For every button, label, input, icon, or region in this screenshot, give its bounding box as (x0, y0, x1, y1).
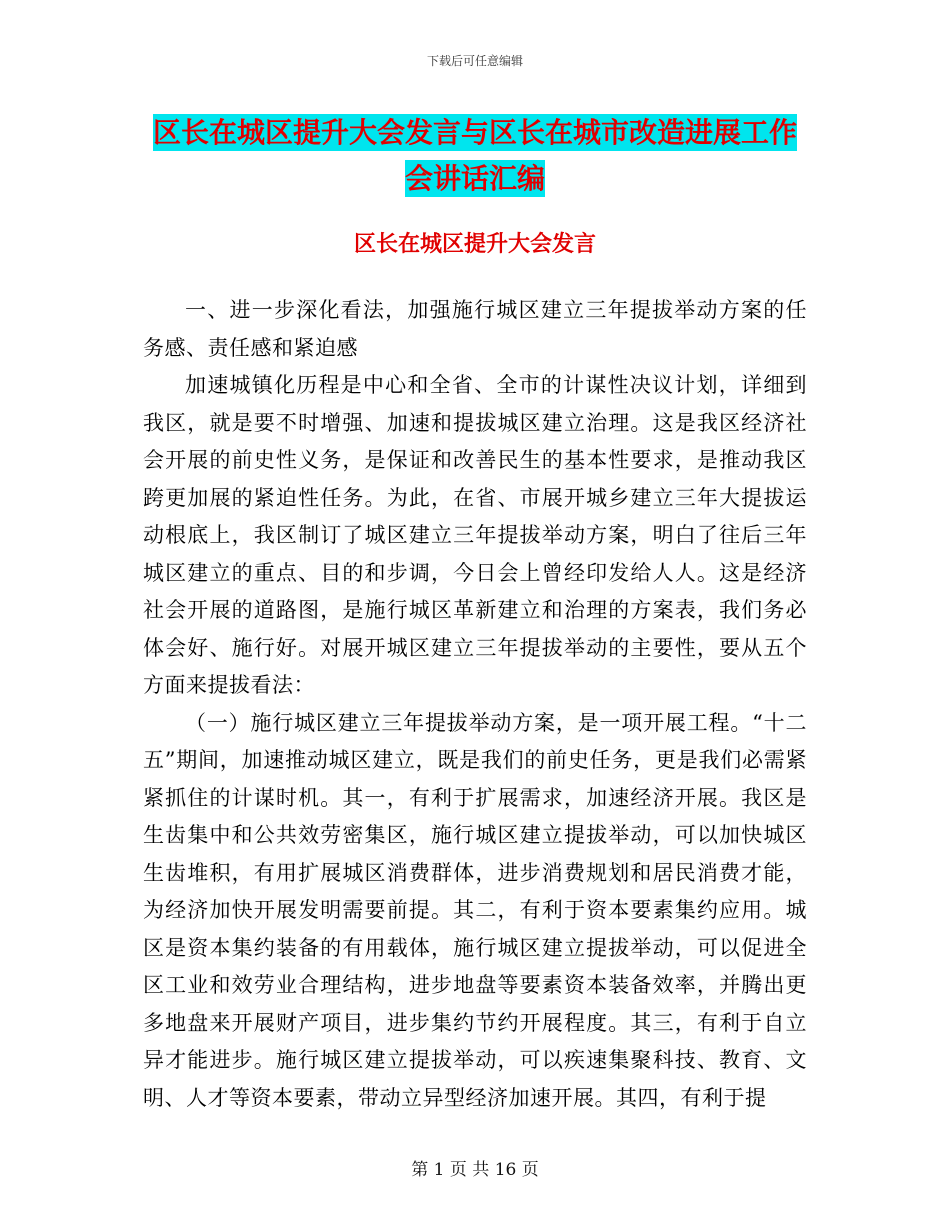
document-title-line-2: 会讲话汇编 (404, 162, 545, 195)
document-title (143, 110, 807, 202)
paragraph: 加速城镇化历程是中心和全省、全市的计谋性决议计划，详细到我区，就是要不时增强、加速和提拔城区建立治理。这是我区经济社会开展的前史性义务，是保证和改善民生的基本性要求，是推动我区跨更加展的紧迫性任务。为此，在省、市展开城乡建立三年大提拔运动根底上，我区制订了城区建立三年提拔举动方案，明白了往后三年城区建立的重点、目的和步调，今日会上曾经印发给人人。这是经济社会开展的道路图，是施行城区革新建立和治理的方案表，我们务必体会好、施行好。对展开城区建立三年提拔举动的主要性，要从五个方面来提拔看法： (143, 373, 807, 697)
paragraph: （一）施行城区建立三年提拔举动方案，是一项开展工程。“十二五”期间，加速推动城区建立，既是我们的前史任务，更是我们必需紧紧抓住的计谋时机。其一，有利于扩展需求，加速经济开展。我区是生齿集中和公共效劳密集区，施行城区建立提拔举动，可以加快城区生齿堆积，有用扩展城区消费群体，进步消费规划和居民消费才能，为经济加快开展发明需要前提。其二，有利于资本要素集约应用。城区是资本集约装备的有用载体，施行城区建立提拔举动，可以促进全区工业和效劳业合理结构，进步地盘等要素资本装备效率，并腾出更多地盘来开展财产项目，进步集约节约开展程度。其三，有利于自立异才能进步。施行城区建立提拔举动，可以疾速集聚科技、教育、文明、人才等资本要素，带动立异型经济加速开展。其四，有利于提 (143, 710, 807, 1110)
document-title-line-1: 区长在城区提升大会发言与区长在城市改造进展工作 (152, 116, 797, 149)
page-footer: 第 1 页 共 16 页 (411, 1160, 539, 1180)
section-title: 区长在城区提升大会发言 (353, 232, 596, 257)
document-body (143, 292, 807, 1117)
paragraph: 一、进一步深化看法，加强施行城区建立三年提拔举动方案的任务感、责任感和紧迫感 (143, 298, 807, 360)
page-header-note: 下载后可任意编辑 (426, 54, 523, 68)
